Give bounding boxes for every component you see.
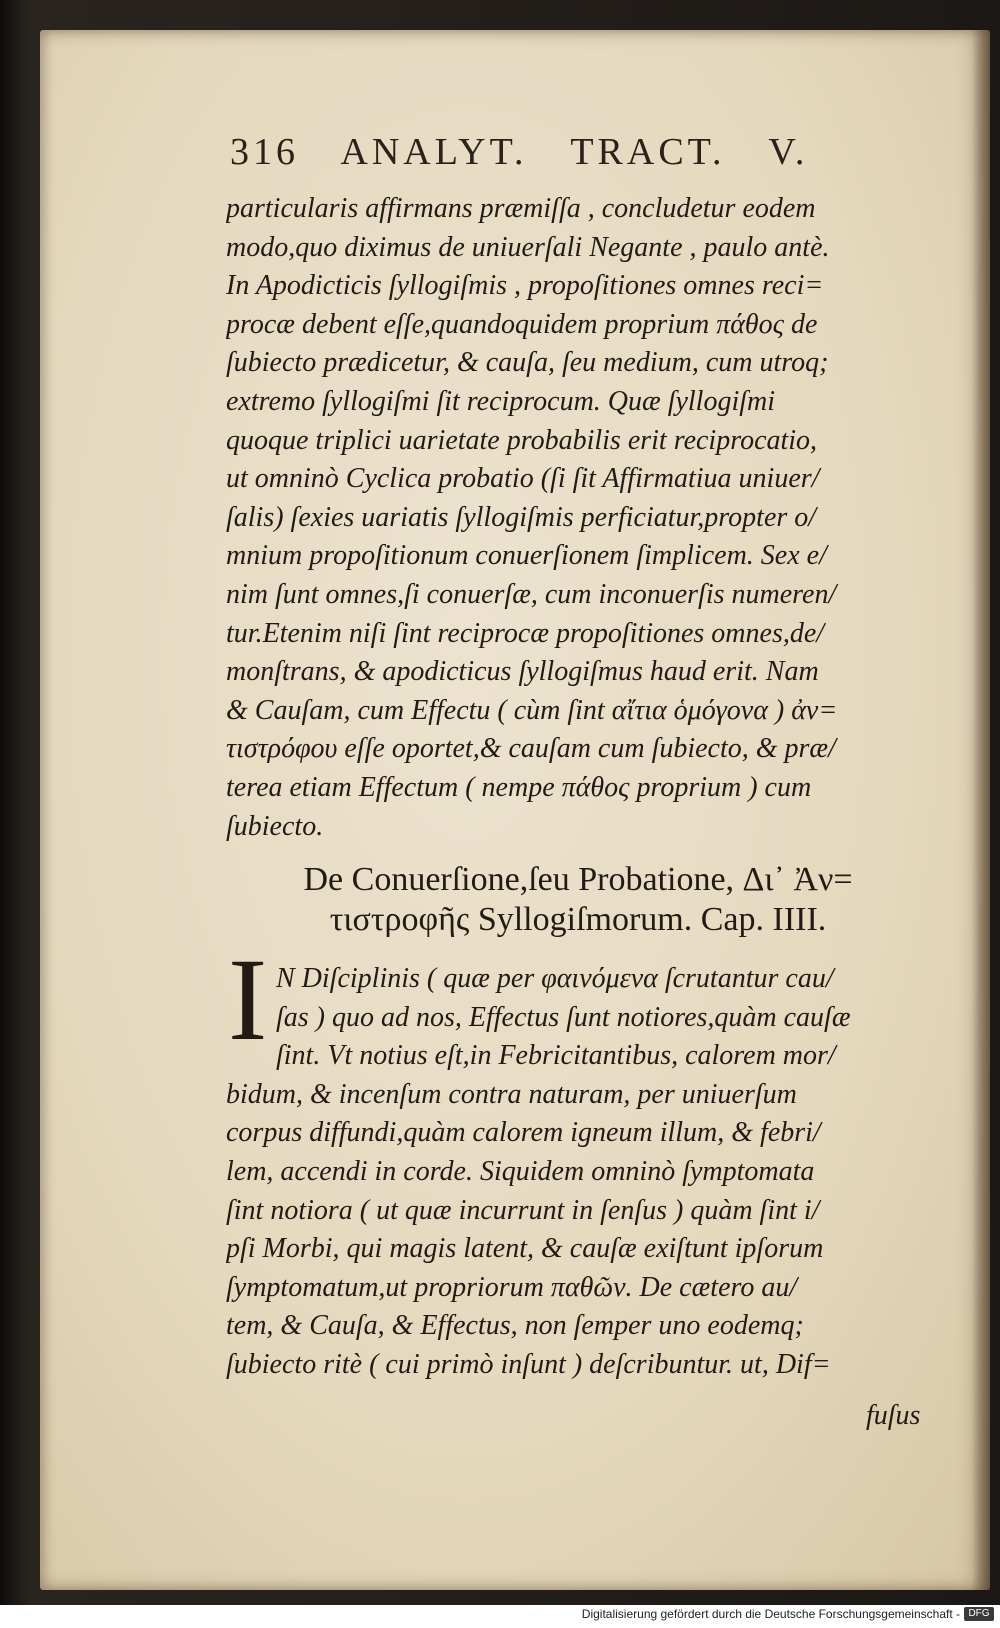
running-head-part: V.	[768, 131, 809, 173]
body-line: lem, accendi in corde. Siquidem omninò ſymptomata	[226, 1155, 815, 1187]
body-line: ſint. Vt notius eſt,in Febricitantibus, calorem mor/	[276, 1040, 836, 1072]
text-line: modo,quo diximus de uniuerſali Negante , paulo antè.	[226, 231, 830, 263]
body-line: pſi Morbi, qui magis latent, & cauſæ exiſtunt ipſorum	[226, 1233, 824, 1265]
text-line: monſtrans, & apodicticus ſyllogiſmus haud erit. Nam	[226, 656, 819, 688]
text-line: nim ſunt omnes,ſi conuerſæ, cum inconuerſis numeren/	[226, 578, 837, 610]
text-line: mnium propoſitionum conuerſionem ſimplicem. Sex e/	[226, 540, 827, 572]
chapter-body	[226, 960, 906, 1385]
drop-cap: I	[228, 934, 268, 1065]
text-line: procæ debent eſſe,quandoquidem proprium πάθος de	[226, 308, 818, 340]
text-line: tur.Etenim niſi ſint reciprocæ propoſitiones omnes,de/	[226, 617, 825, 649]
catchword: fuſus	[866, 1400, 921, 1431]
text-line: ſubiecto.	[226, 810, 324, 842]
text-line: & Cauſam, cum Effectu ( cùm ſint αἴτια ὁμόγονα ) ἀν=	[226, 694, 838, 726]
main-text-block	[226, 190, 906, 846]
page-edge-shadow	[972, 30, 990, 1590]
body-line: tem, & Cauſa, & Effectus, non ſemper uno eodemq;	[226, 1310, 804, 1342]
body-line: bidum, & incenſum contra naturam, per uniuerſum	[226, 1078, 797, 1110]
body-line: ſint notiora ( ut quæ incurrunt in ſenſus ) quàm ſint i/	[226, 1194, 820, 1226]
text-line: quoque triplici uarietate probabilis erit reciprocatio,	[226, 424, 818, 456]
text-line: ſalis) ſexies uariatis ſyllogiſmis perficiatur,propter o/	[226, 501, 817, 533]
heading-line: De Conuerſione,ſeu Probatione, Δι᾽ Ἀν=	[303, 861, 853, 898]
body-line: ſas ) quo ad nos, Effectus ſunt notiores,quàm cauſæ	[276, 1001, 851, 1033]
text-line: terea etiam Effectum ( nempe πάθος proprium ) cum	[226, 771, 812, 803]
body-line: ſubiecto ritè ( cui primò inſunt ) deſcribuntur. ut, Dif=	[226, 1348, 831, 1380]
page-number: 316	[230, 131, 299, 173]
text-line: τιστρόφου eſſe oportet,& cauſam cum ſubiecto, & præ/	[226, 733, 836, 765]
heading-line: τιστροφῆς Syllogiſmorum. Cap. IIII.	[329, 901, 827, 938]
dfg-logo-badge: DFG	[964, 1607, 994, 1621]
text-line: In Apodicticis ſyllogiſmis , propoſitiones omnes reci=	[226, 270, 824, 302]
body-line: ſymptomatum,ut propriorum παθῶν. De cætero au/	[226, 1271, 798, 1303]
running-head-part: TRACT.	[570, 131, 726, 173]
text-line: extremo ſyllogiſmi ſit reciprocum. Quæ ſyllogiſmi	[226, 385, 776, 417]
body-line: corpus diffundi,quàm calorem igneum illum, & febri/	[226, 1117, 821, 1149]
text-line: ut omninò Cyclica probatio (ſi ſit Affirmatiua uniuer/	[226, 463, 820, 495]
text-line: particularis affirmans præmiſſa , concludetur eodem	[226, 193, 816, 224]
body-line: N Diſciplinis ( quæ per φαινόμενα ſcrutantur cau/	[276, 963, 834, 994]
running-header	[230, 130, 830, 180]
chapter-heading	[258, 860, 898, 940]
text-line: ſubiecto prædicetur, & cauſa, ſeu medium, cum utroq;	[226, 347, 829, 379]
funding-credit: Digitalisierung gefördert durch die Deutsche Forschungsgemeinschaft -	[581, 1607, 960, 1621]
running-head-part: ANALYT.	[340, 131, 528, 173]
